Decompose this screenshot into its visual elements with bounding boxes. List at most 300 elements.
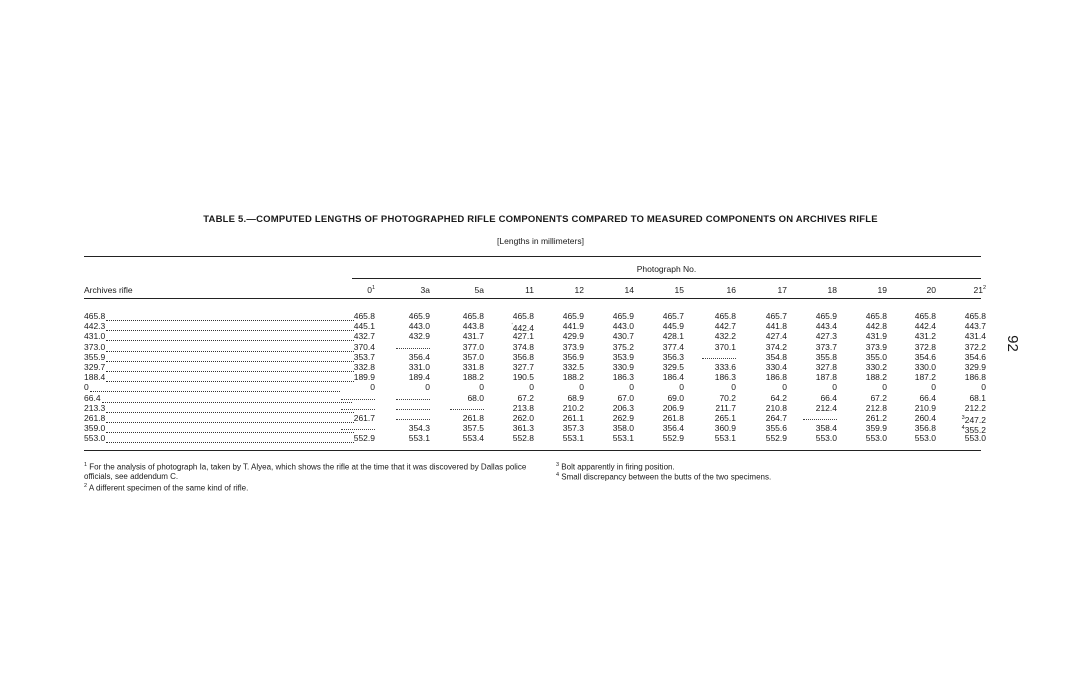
cell-value: 331.8	[462, 362, 484, 372]
cell-value: 553.0	[914, 433, 936, 444]
dot-leader	[106, 314, 354, 321]
cell-value: 443.8	[462, 321, 484, 332]
cell-value: 442.4	[512, 323, 534, 334]
cell-value: 354.6	[914, 351, 936, 362]
column-header-4	[544, 285, 584, 295]
table-cell	[896, 322, 936, 331]
table-row	[0, 383, 1081, 392]
cell-value: 354.6	[964, 351, 986, 362]
table-cell	[494, 363, 534, 372]
row-label-value: 329.7	[84, 363, 106, 372]
cell-value: 465.7	[662, 311, 684, 321]
cell-value: 359.9	[865, 423, 887, 434]
column-header-label: 3a	[420, 285, 430, 295]
table-cell	[747, 373, 787, 382]
column-header-label: 14	[624, 285, 634, 295]
cell-value: 357.0	[462, 351, 484, 362]
row-label-value: 359.0	[84, 424, 106, 434]
table-cell	[544, 424, 584, 433]
table-cell	[896, 363, 936, 372]
cell-value: 442.7	[714, 321, 736, 332]
table-cell	[494, 394, 534, 403]
table-cell	[696, 322, 736, 331]
footnote-1-text: For the analysis of photograph Ia, taken by T. Alyea, which shows the rifle at the time that it was discovered by Dallas police officials, see addendum C.	[84, 462, 527, 481]
table-cell	[797, 312, 837, 321]
empty-cell-leader	[803, 419, 837, 420]
table-cell	[896, 332, 936, 341]
cell-value: 427.3	[815, 331, 837, 342]
row-label-value: 442.3	[84, 322, 106, 332]
table-cell	[390, 312, 430, 321]
table-cell	[544, 373, 584, 382]
cell-value: 0	[679, 382, 684, 393]
table-cell	[946, 312, 986, 321]
cell-value: 262.9	[612, 413, 634, 423]
table-cell	[594, 373, 634, 382]
empty-cell-leader	[702, 358, 736, 359]
cell-value: 261.1	[562, 413, 584, 423]
cell-value: 0	[782, 382, 787, 393]
cell-value: 441.9	[562, 321, 584, 332]
cell-value: 427.1	[512, 331, 534, 342]
cell-value: 189.9	[353, 372, 375, 383]
table-cell	[797, 343, 837, 352]
table-cell	[847, 312, 887, 321]
empty-cell-leader	[396, 409, 430, 410]
cell-value: 0	[479, 382, 484, 393]
empty-cell-leader	[396, 419, 430, 420]
cell-value: 465.8	[353, 311, 375, 321]
table-cell	[747, 424, 787, 433]
table-cell	[335, 322, 375, 331]
table-cell	[644, 363, 684, 372]
table-cell	[847, 383, 887, 392]
footnote-2-text: A different specimen of the same kind of rifle.	[88, 483, 249, 493]
cell-value: 432.2	[714, 331, 736, 342]
cell-value: 187.8	[815, 372, 837, 383]
table-cell	[494, 312, 534, 321]
table-cell	[946, 383, 986, 392]
table-cell	[797, 424, 837, 433]
table-cell	[896, 424, 936, 433]
table-cell	[896, 434, 936, 443]
footnote-2	[84, 482, 534, 493]
table-cell	[797, 332, 837, 341]
cell-value: 356.4	[662, 423, 684, 434]
table-cell	[896, 312, 936, 321]
cell-value: 356.8	[512, 351, 534, 362]
table-cell	[594, 363, 634, 372]
cell-footnote-mark: 3	[961, 415, 965, 421]
table-cell	[797, 353, 837, 362]
table-cell	[594, 332, 634, 341]
cell-value: 186.3	[714, 372, 736, 383]
cell-value: 432.9	[408, 331, 430, 342]
column-header-label: 19	[877, 285, 887, 295]
table-title: TABLE 5.—COMPUTED LENGTHS OF PHOTOGRAPHED RIFLE COMPONENTS COMPARED TO MEASURED COMPONENTS ON ARCHIVES RIFLE	[203, 214, 878, 225]
table-cell	[696, 404, 736, 413]
cell-value: 68.0	[467, 392, 484, 403]
row-label-value: 431.0	[84, 332, 106, 342]
row-label	[84, 343, 354, 352]
table-cell	[544, 343, 584, 352]
cell-value: 0	[981, 382, 986, 393]
cell-value: 332.5	[562, 362, 584, 372]
table-cell	[390, 424, 430, 433]
column-header-label: 5a	[474, 285, 484, 295]
row-label-value: 0	[84, 383, 89, 393]
column-header-6	[644, 285, 684, 295]
cell-value: 354.8	[765, 351, 787, 362]
column-header-0	[335, 285, 375, 295]
empty-cell-leader	[396, 348, 430, 349]
cell-value: 356.9	[562, 351, 584, 362]
table-cell	[335, 312, 375, 321]
column-header-label: 21	[973, 285, 983, 295]
column-header-7	[696, 285, 736, 295]
cell-value: 206.9	[662, 402, 684, 413]
cell-value: 553.0	[964, 433, 986, 444]
table-cell	[390, 383, 430, 392]
table-cell	[444, 343, 484, 352]
cell-value: 377.4	[662, 341, 684, 352]
dot-leader	[106, 406, 354, 413]
cell-value: 0	[931, 382, 936, 393]
cell-value: 265.1	[714, 413, 736, 423]
column-header-label: 11	[525, 285, 534, 295]
table-cell	[946, 353, 986, 362]
row-label	[84, 332, 354, 341]
header-rule	[84, 298, 981, 299]
table-row	[0, 363, 1081, 372]
cell-value: 213.8	[512, 402, 534, 413]
column-header-8	[747, 285, 787, 295]
footnote-4-text: Small discrepancy between the butts of the two specimens.	[561, 472, 772, 482]
table-cell	[444, 332, 484, 341]
empty-cell-leader	[341, 409, 375, 410]
table-cell	[847, 363, 887, 372]
cell-value: 353.7	[353, 351, 375, 362]
cell-value: 188.2	[462, 372, 484, 383]
table-cell	[335, 373, 375, 382]
table-cell	[494, 404, 534, 413]
cell-value: 465.8	[462, 311, 484, 321]
cell-footnote-mark: ʻ	[511, 323, 513, 330]
cell-value: 377.0	[462, 341, 484, 352]
table-cell	[335, 363, 375, 372]
cell-value: 70.2	[719, 392, 736, 403]
table-cell	[494, 424, 534, 433]
cell-value: 186.3	[612, 372, 634, 383]
table-cell	[494, 332, 534, 341]
table-cell	[494, 353, 534, 362]
cell-value: 206.3	[612, 402, 634, 413]
cell-value: 552.8	[512, 433, 534, 444]
table-cell	[747, 312, 787, 321]
table-cell	[544, 434, 584, 443]
cell-value: 445.1	[353, 321, 375, 332]
column-header-label: 15	[674, 285, 684, 295]
cell-value: 465.9	[612, 311, 634, 321]
table-cell	[644, 434, 684, 443]
table-cell	[847, 424, 887, 433]
table-row	[0, 373, 1081, 382]
table-cell	[494, 434, 534, 443]
table-cell	[747, 343, 787, 352]
cell-value: 361.3	[512, 423, 534, 434]
table-cell	[946, 322, 986, 331]
cell-value: 188.2	[562, 372, 584, 383]
table-row	[0, 343, 1081, 352]
cell-value: 0	[425, 382, 430, 393]
column-header-9	[797, 285, 837, 295]
table-cell	[444, 353, 484, 362]
cell-value: 190.5	[512, 372, 534, 383]
column-header-label: 16	[726, 285, 736, 295]
cell-value: 67.0	[617, 392, 634, 403]
table-cell	[847, 434, 887, 443]
cell-value: 553.1	[562, 433, 584, 444]
cell-value: 0	[629, 382, 634, 393]
cell-footnote-mark: 4	[961, 425, 965, 432]
cell-value: 355.0	[865, 351, 887, 362]
table-cell	[594, 322, 634, 331]
table-cell	[696, 373, 736, 382]
dot-leader	[106, 334, 354, 341]
column-header-label: 17	[777, 285, 787, 295]
cell-value: 443.4	[815, 321, 837, 332]
cell-value: 67.2	[517, 392, 534, 403]
table-cell	[644, 343, 684, 352]
cell-value: 442.4	[914, 321, 936, 332]
table-cell	[594, 343, 634, 352]
row-label-value: 355.9	[84, 352, 106, 362]
dot-leader	[106, 365, 354, 372]
cell-value: 431.4	[964, 331, 986, 342]
group-rule	[352, 278, 981, 279]
column-header-footnote-mark: 2	[982, 285, 986, 292]
cell-value: 327.8	[815, 362, 837, 372]
cell-value: 465.9	[815, 311, 837, 321]
table-cell	[847, 322, 887, 331]
cell-value: 186.8	[964, 372, 986, 383]
cell-value: 428.1	[662, 331, 684, 342]
empty-cell-leader	[341, 399, 375, 400]
table-cell	[444, 312, 484, 321]
dot-leader	[106, 436, 354, 443]
row-label-value: 553.0	[84, 434, 106, 444]
table-cell	[494, 414, 534, 423]
table-cell	[544, 332, 584, 341]
table-cell	[390, 332, 430, 341]
cell-value: 465.9	[562, 311, 584, 321]
table-cell	[594, 312, 634, 321]
column-header-11	[896, 285, 936, 295]
table-cell	[896, 343, 936, 352]
cell-value: 186.8	[765, 372, 787, 383]
table-cell	[444, 434, 484, 443]
cell-value: 0	[579, 382, 584, 393]
table-cell	[696, 332, 736, 341]
cell-value: 66.4	[919, 392, 936, 403]
row-label-value: 373.0	[84, 342, 106, 352]
dot-leader	[90, 385, 340, 392]
table-cell	[946, 434, 986, 443]
cell-value: 247.2	[964, 414, 986, 425]
table-cell	[494, 383, 534, 392]
table-cell	[594, 424, 634, 433]
table-cell	[896, 414, 936, 423]
table-cell	[494, 343, 534, 352]
footnote-3-text: Bolt apparently in firing position.	[561, 462, 675, 472]
dot-leader	[106, 324, 354, 331]
dot-leader	[106, 416, 354, 423]
dot-leader	[102, 396, 352, 403]
cell-value: 373.9	[865, 341, 887, 352]
table-row	[0, 423, 1081, 436]
cell-value: 0	[370, 382, 375, 393]
cell-value: 356.4	[408, 351, 430, 362]
table-cell	[747, 414, 787, 423]
table-cell	[644, 424, 684, 433]
table-cell	[544, 414, 584, 423]
cell-value: 427.4	[765, 331, 787, 342]
cell-value: 358.0	[612, 423, 634, 434]
table-cell	[747, 322, 787, 331]
dot-leader	[106, 355, 354, 362]
cell-value: 375.2	[612, 341, 634, 352]
cell-value: 370.1	[714, 341, 736, 352]
table-cell	[747, 434, 787, 443]
table-cell	[544, 383, 584, 392]
table-cell	[847, 373, 887, 382]
table-cell	[644, 322, 684, 331]
cell-value: 331.0	[408, 362, 430, 372]
table-cell	[444, 373, 484, 382]
table-cell	[896, 353, 936, 362]
cell-value: 330.9	[612, 362, 634, 372]
cell-value: 260.4	[914, 413, 936, 423]
cell-value: 372.2	[964, 341, 986, 352]
row-label-value: 465.8	[84, 312, 106, 321]
table-cell	[797, 404, 837, 413]
cell-value: 261.7	[353, 413, 375, 423]
cell-value: 358.4	[815, 423, 837, 434]
column-header-label: 18	[827, 285, 837, 295]
table-cell	[946, 373, 986, 382]
table-cell	[696, 343, 736, 352]
table-cell	[747, 394, 787, 403]
cell-value: 188.2	[865, 372, 887, 383]
table-cell	[747, 383, 787, 392]
table-cell	[444, 394, 484, 403]
table-cell	[594, 383, 634, 392]
cell-value: 465.8	[914, 311, 936, 321]
table-cell	[644, 383, 684, 392]
table-row	[0, 321, 1081, 334]
cell-value: 431.9	[865, 331, 887, 342]
cell-value: 329.5	[662, 362, 684, 372]
cell-value: 431.2	[914, 331, 936, 342]
cell-value: 357.5	[462, 423, 484, 434]
cell-value: 329.9	[964, 362, 986, 372]
table-cell	[335, 434, 375, 443]
cell-value: 553.1	[612, 433, 634, 444]
table-cell	[544, 363, 584, 372]
cell-value: 465.9	[408, 311, 430, 321]
bottom-rule	[84, 450, 981, 451]
cell-value: 210.9	[914, 402, 936, 413]
cell-value: 332.8	[353, 362, 375, 372]
cell-value: 373.7	[815, 341, 837, 352]
row-label	[84, 394, 354, 403]
row-label	[84, 414, 354, 423]
cell-value: 210.8	[765, 402, 787, 413]
cell-value: 69.0	[667, 392, 684, 403]
table-cell	[544, 404, 584, 413]
cell-value: 186.4	[662, 372, 684, 383]
column-header-label: 20	[926, 285, 936, 295]
column-header-3	[494, 285, 534, 295]
footnote-2-mark: 2	[84, 483, 88, 489]
row-label-value: 66.4	[84, 393, 101, 403]
cell-value: 0	[882, 382, 887, 393]
cell-value: 211.7	[715, 402, 736, 413]
cell-value: 68.9	[567, 392, 584, 403]
table-cell	[444, 322, 484, 331]
empty-cell-leader	[396, 399, 430, 400]
table-cell	[444, 424, 484, 433]
empty-cell-leader	[450, 409, 484, 410]
cell-value: 442.8	[865, 321, 887, 332]
table-subtitle: [Lengths in millimeters]	[497, 236, 584, 246]
table-cell	[544, 312, 584, 321]
table-cell	[896, 383, 936, 392]
cell-value: 465.8	[865, 311, 887, 321]
cell-value: 552.9	[353, 433, 375, 444]
cell-value: 327.7	[512, 362, 534, 372]
cell-value: 552.9	[765, 433, 787, 444]
cell-value: 553.0	[815, 433, 837, 444]
cell-value: 553.1	[408, 433, 430, 444]
table-cell	[390, 434, 430, 443]
table-cell	[946, 404, 986, 413]
page-number: 92	[1003, 335, 1021, 352]
table-cell	[696, 363, 736, 372]
table-cell	[896, 404, 936, 413]
table-cell	[644, 332, 684, 341]
cell-value: 261.8	[662, 413, 684, 423]
cell-value: 330.2	[865, 362, 887, 372]
cell-value: 553.1	[714, 433, 736, 444]
table-cell	[797, 434, 837, 443]
cell-value: 465.8	[512, 311, 534, 321]
top-rule	[84, 256, 981, 257]
table-cell	[797, 394, 837, 403]
table-row	[0, 353, 1081, 362]
column-header-10	[847, 285, 887, 295]
table-cell	[696, 424, 736, 433]
row-label	[84, 424, 354, 433]
cell-value: 261.2	[865, 413, 887, 423]
column-header-1	[390, 285, 430, 295]
column-header-footnote-mark: 1	[371, 285, 375, 292]
table-cell	[335, 383, 375, 392]
cell-value: 443.0	[612, 321, 634, 332]
cell-value: 370.4	[353, 341, 375, 352]
table-cell	[696, 383, 736, 392]
cell-value: 465.7	[765, 311, 787, 321]
